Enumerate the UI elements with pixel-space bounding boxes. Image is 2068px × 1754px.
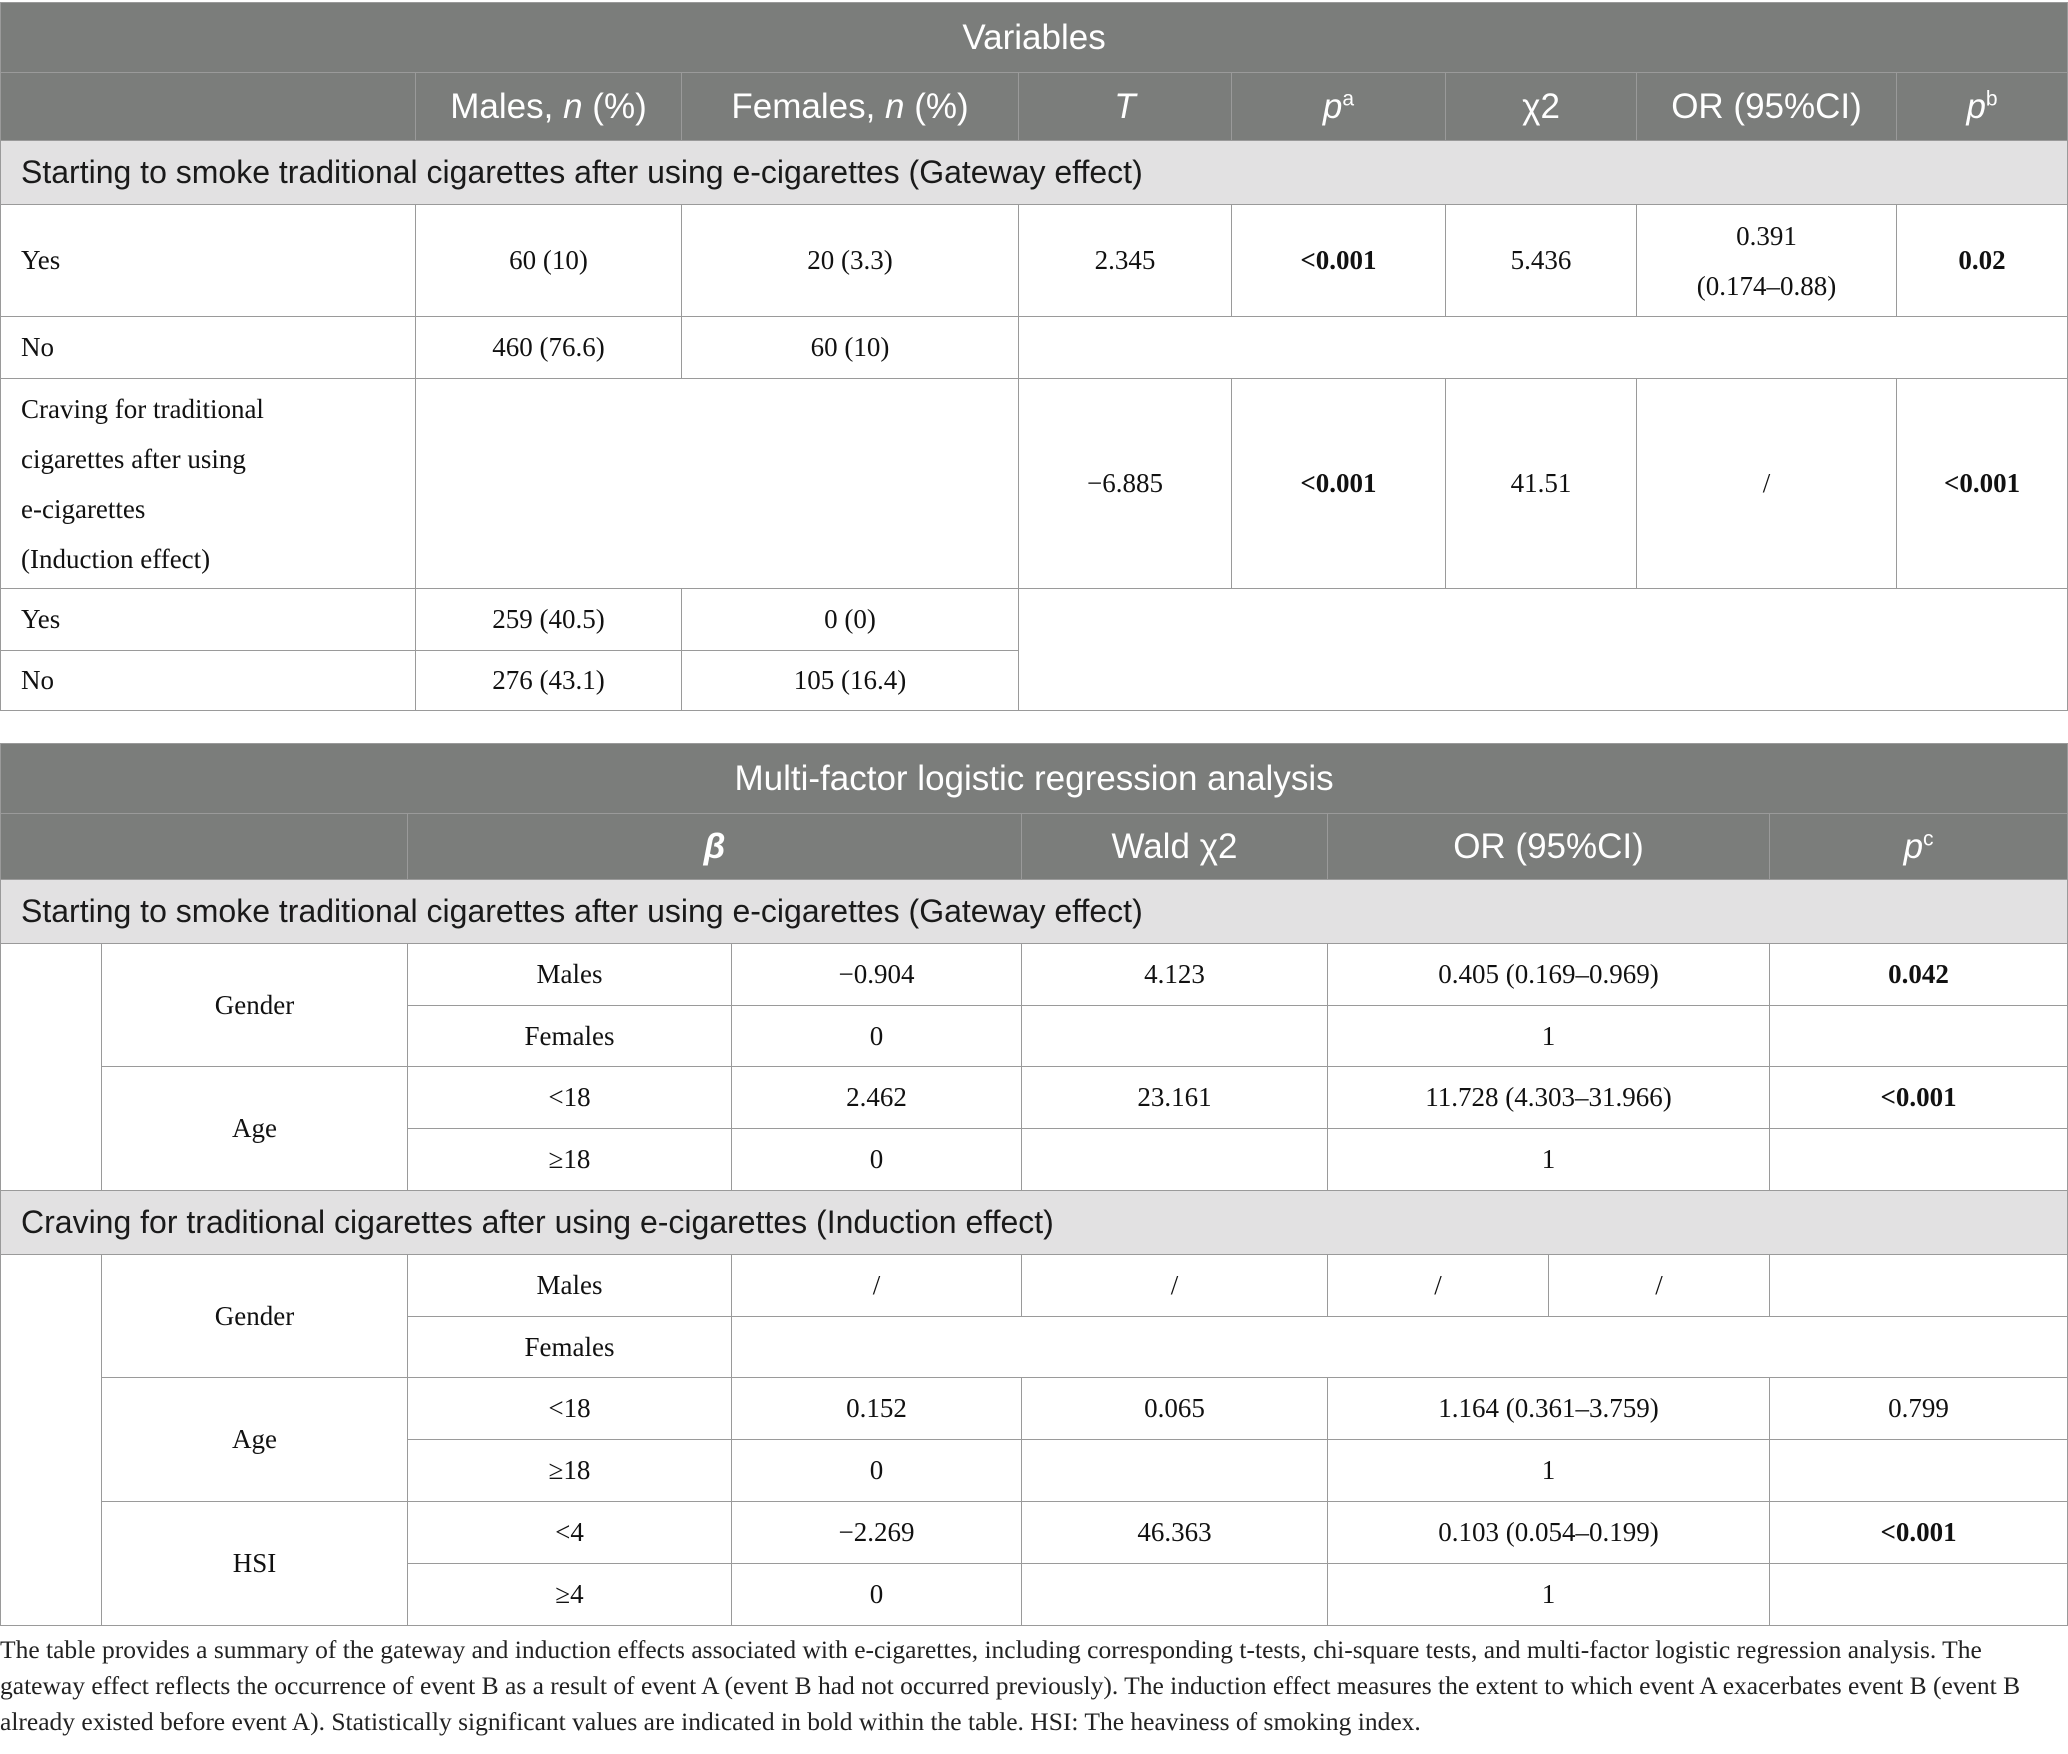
row-label: Yes [1, 205, 416, 317]
table-footnote: The table provides a summary of the gateway and induction effects associated with e-cigarettes, including corresponding t-tests, chi-square tests, and multi-factor logistic regression analysis. The gateway effect reflects the occurrence of event B as a result of event A (event B had not occurred previously). The induction effect measures the extent to which event A exacerbates event B (event B already existed before event A). Statistically significant values are indicated in bold within the table. HSI: The heaviness of smoking index. [0, 1635, 2021, 1736]
cell-females: 105 (16.4) [682, 651, 1019, 711]
cell-or: 11.728 (4.303–31.966) [1328, 1067, 1770, 1129]
table-row [1, 1502, 2068, 1564]
cell-chi2: 41.51 [1446, 379, 1637, 589]
empty-cell [1019, 317, 2068, 379]
section-gateway: Starting to smoke traditional cigarettes after using e-cigarettes (Gateway effect) [1, 141, 2068, 205]
regression-table [0, 743, 2068, 1626]
group-label-gender: Gender [102, 944, 408, 1067]
cell-p [1770, 1006, 2068, 1067]
cell-p: <0.001 [1770, 1067, 2068, 1129]
cell-p: <0.001 [1770, 1502, 2068, 1564]
section-induction: Craving for traditional cigarettes after using e-cigarettes (Induction effect) [1, 1191, 2068, 1255]
section-gateway: Starting to smoke traditional cigarettes after using e-cigarettes (Gateway effect) [1, 880, 2068, 944]
header-females: Females, n (%) [682, 73, 1019, 141]
row-label: No [1, 317, 416, 379]
cell-wald [1022, 1440, 1328, 1502]
cell-wald: 46.363 [1022, 1502, 1328, 1564]
empty-cell [1019, 589, 2068, 711]
cell-beta: 0 [732, 1564, 1022, 1626]
cell-males: 276 (43.1) [416, 651, 682, 711]
table1-corner-header [1, 73, 416, 141]
cell-chi2: 5.436 [1446, 205, 1637, 317]
cell-beta: −0.904 [732, 944, 1022, 1006]
cell-beta: / [732, 1255, 1022, 1317]
cell-beta: 0.152 [732, 1378, 1022, 1440]
cell-females: 0 (0) [682, 589, 1019, 651]
empty-cell [732, 1317, 2068, 1378]
header-males: Males, n (%) [416, 73, 682, 141]
cell-wald [1022, 1564, 1328, 1626]
cell-wald: / [1022, 1255, 1328, 1317]
group-label-age: Age [102, 1378, 408, 1502]
cell-p [1770, 1129, 2068, 1191]
cell-or: 1 [1328, 1440, 1770, 1502]
table-row [1, 205, 2068, 317]
cell-or: 0.103 (0.054–0.199) [1328, 1502, 1770, 1564]
group-label-age: Age [102, 1067, 408, 1191]
cell-males: 60 (10) [416, 205, 682, 317]
group-label-hsi: HSI [102, 1502, 408, 1626]
cell-beta: 0 [732, 1440, 1022, 1502]
cell-p-b: 0.02 [1897, 205, 2068, 317]
cell-t: 2.345 [1019, 205, 1232, 317]
header-or: OR (95%CI) [1328, 814, 1770, 880]
cell-males: 259 (40.5) [416, 589, 682, 651]
cell-p: 0.042 [1770, 944, 2068, 1006]
level-label: Females [408, 1006, 732, 1067]
cell-p [1770, 1255, 2068, 1317]
row-label: No [1, 651, 416, 711]
empty-cell [1, 1255, 102, 1626]
cell-or: 1.164 (0.361–3.759) [1328, 1378, 1770, 1440]
level-label: ≥4 [408, 1564, 732, 1626]
cell-or: 1 [1328, 1006, 1770, 1067]
cell-or-b: / [1549, 1255, 1770, 1317]
header-t: T [1019, 73, 1232, 141]
group-label-gender: Gender [102, 1255, 408, 1378]
level-label: Males [408, 944, 732, 1006]
cell-males: 460 (76.6) [416, 317, 682, 379]
cell-p: <0.001 [1232, 205, 1446, 317]
table-row [1, 944, 2068, 1006]
table-row [1, 379, 2068, 589]
header-or: OR (95%CI) [1637, 73, 1897, 141]
cell-wald: 23.161 [1022, 1067, 1328, 1129]
empty-cell [1, 944, 102, 1191]
table-row [1, 317, 2068, 379]
cell-p: <0.001 [1232, 379, 1446, 589]
level-label: <18 [408, 1067, 732, 1129]
empty-cell [416, 379, 1019, 589]
row-label: Yes [1, 589, 416, 651]
cell-beta: 2.462 [732, 1067, 1022, 1129]
cell-wald: 0.065 [1022, 1378, 1328, 1440]
table2-title: Multi-factor logistic regression analysis [1, 744, 2068, 814]
table2-corner-header [1, 814, 408, 880]
cell-beta: −2.269 [732, 1502, 1022, 1564]
table1-title: Variables [1, 3, 2068, 73]
header-beta: β [408, 814, 1022, 880]
cell-p [1770, 1440, 2068, 1502]
cell-females: 20 (3.3) [682, 205, 1019, 317]
cell-p [1770, 1564, 2068, 1626]
cell-females: 60 (10) [682, 317, 1019, 379]
row-label-induction: Craving for traditional cigarettes after using e-cigarettes (Induction effect) [1, 379, 416, 589]
cell-or: / [1637, 379, 1897, 589]
header-chi2: χ2 [1446, 73, 1637, 141]
level-label: ≥18 [408, 1129, 732, 1191]
header-wald: Wald χ2 [1022, 814, 1328, 880]
header-p-c: $p^c$ [1770, 814, 2068, 880]
cell-or: 1 [1328, 1129, 1770, 1191]
cell-wald: 4.123 [1022, 944, 1328, 1006]
cell-beta: 0 [732, 1006, 1022, 1067]
cell-p-b: <0.001 [1897, 379, 2068, 589]
table-row [1, 1378, 2068, 1440]
cell-p: 0.799 [1770, 1378, 2068, 1440]
level-label: Males [408, 1255, 732, 1317]
cell-t: −6.885 [1019, 379, 1232, 589]
cell-wald [1022, 1129, 1328, 1191]
cell-or: 0.391 (0.174–0.88) [1637, 205, 1897, 317]
table-row [1, 1255, 2068, 1317]
level-label: <18 [408, 1378, 732, 1440]
cell-wald [1022, 1006, 1328, 1067]
table-row [1, 589, 2068, 651]
header-p-b: $p^b$ [1897, 73, 2068, 141]
cell-or-a: / [1328, 1255, 1549, 1317]
header-p-a: $p^a$ [1232, 73, 1446, 141]
level-label: <4 [408, 1502, 732, 1564]
level-label: Females [408, 1317, 732, 1378]
table-row [1, 1067, 2068, 1129]
level-label: ≥18 [408, 1440, 732, 1502]
variables-table [0, 2, 2068, 711]
cell-or: 1 [1328, 1564, 1770, 1626]
cell-beta: 0 [732, 1129, 1022, 1191]
cell-or: 0.405 (0.169–0.969) [1328, 944, 1770, 1006]
